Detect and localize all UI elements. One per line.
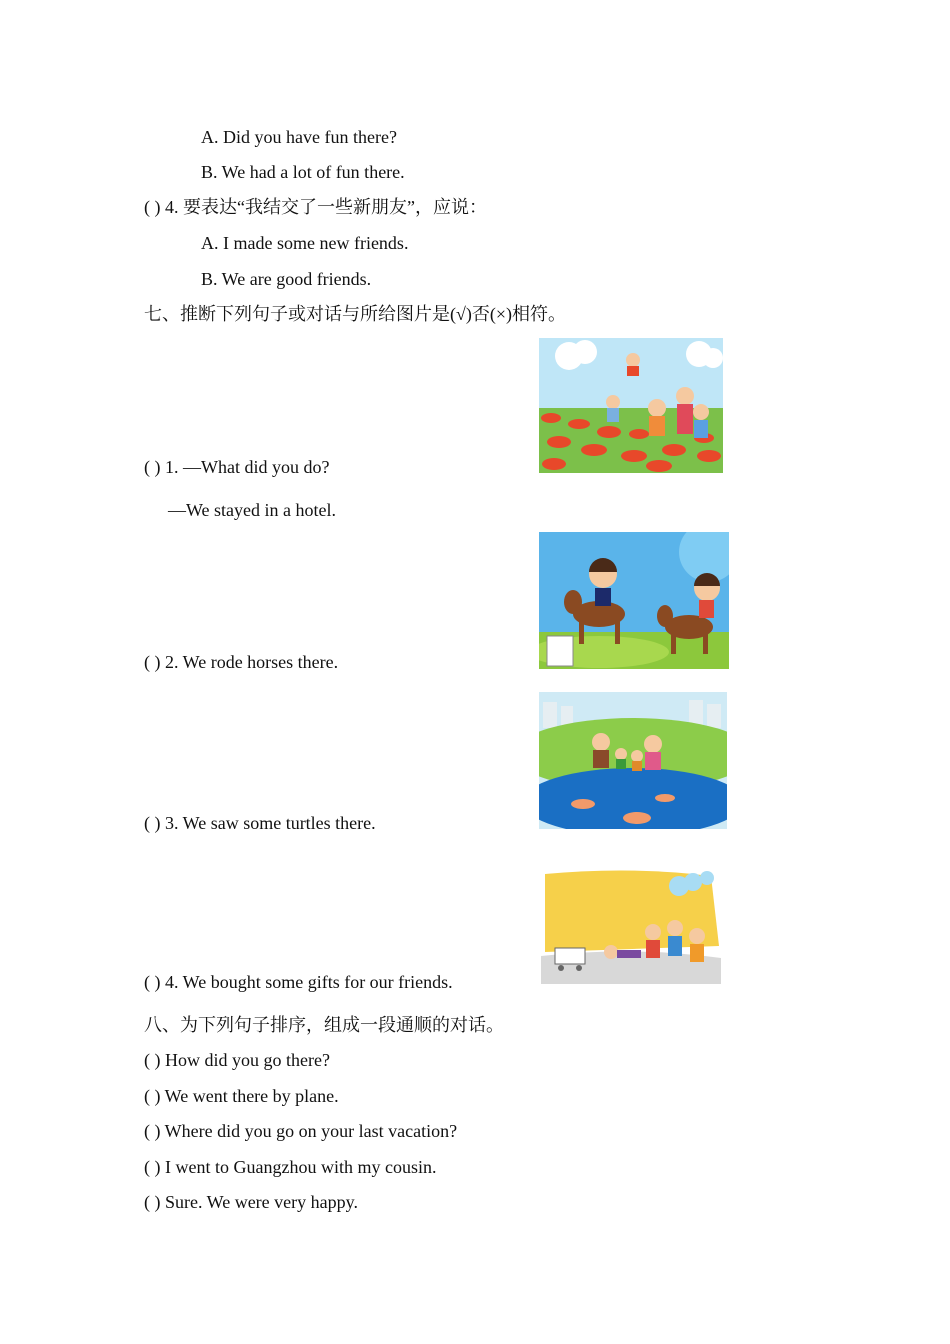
s8-sentence-5: ( ) Sure. We were very happy.: [144, 1192, 358, 1212]
q4-stem: ( ) 4. 要表达“我结交了一些新朋友”，应说：: [144, 197, 487, 217]
s7-item4-line1: ( ) 4. We bought some gifts for our friends.: [144, 972, 453, 992]
q4-option-b: B. We are good friends.: [201, 269, 372, 289]
s8-sentence-2: ( ) We went there by plane.: [144, 1086, 339, 1106]
s8-sentence-3: ( ) Where did you go on your last vacation?: [144, 1121, 458, 1141]
s7-item1-line1: ( ) 1. —What did you do?: [144, 457, 330, 477]
q4-option-a: A. I made some new friends.: [201, 233, 409, 253]
s8-sentence-4: ( ) I went to Guangzhou with my cousin.: [144, 1157, 437, 1177]
s7-item3-line1: ( ) 3. We saw some turtles there.: [144, 813, 376, 833]
section7-heading: 七、推断下列句子或对话与所给图片是(√)否(×)相符。: [144, 304, 567, 324]
q3-option-a: A. Did you have fun there?: [201, 127, 397, 147]
section8-heading: 八、为下列句子排序，组成一段通顺的对话。: [144, 1015, 504, 1035]
s7-item1-line2: —We stayed in a hotel.: [168, 500, 337, 520]
s7-item2-line1: ( ) 2. We rode horses there.: [144, 652, 339, 672]
shopping-friends-picture: [541, 866, 721, 984]
horse-riding-picture: [539, 532, 729, 669]
family-at-pond-picture: [539, 692, 727, 829]
q3-option-b: B. We had a lot of fun there.: [201, 162, 405, 182]
s8-sentence-1: ( ) How did you go there?: [144, 1050, 330, 1070]
picnic-family-flowers-picture: [539, 338, 723, 473]
